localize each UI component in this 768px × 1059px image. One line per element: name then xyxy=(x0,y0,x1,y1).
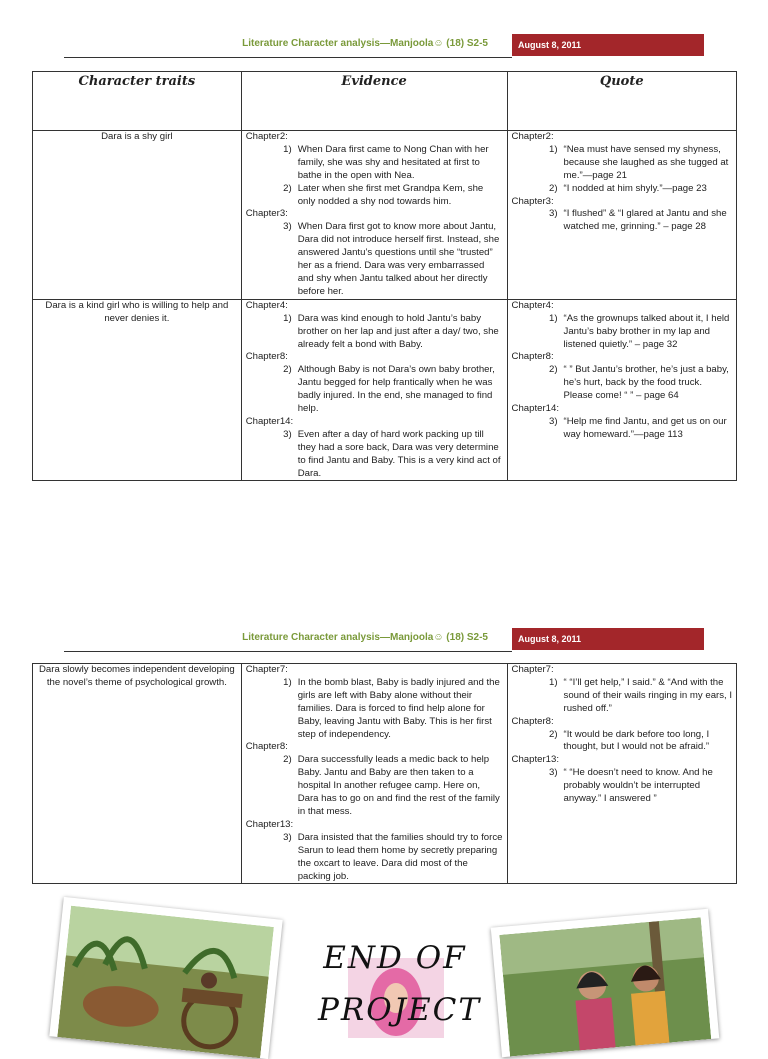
list-item xyxy=(246,183,503,209)
item-text: “I flushed” & “I glared at Jantu and she watched me, grinning.” – page 28 xyxy=(563,208,727,233)
quote-cell xyxy=(507,299,736,481)
item-text: Although Baby is not Dara’s own baby brother, Jantu begged for help frantically when he was badly injured. In the end, she managed to find help. xyxy=(297,364,495,415)
character-analysis-table xyxy=(32,71,737,481)
list-item xyxy=(512,208,732,234)
item-number: 1) xyxy=(548,143,558,155)
list-item xyxy=(512,313,732,352)
list-item xyxy=(246,364,503,416)
end-of-project-graphic xyxy=(318,940,482,1030)
header-character-traits: Character traits xyxy=(33,72,242,131)
list-item xyxy=(512,767,732,806)
list-item xyxy=(246,144,503,183)
chapter-label: Chapter3: xyxy=(245,208,288,220)
item-number: 1) xyxy=(283,312,292,324)
quote-cell xyxy=(507,664,736,884)
item-number: 2) xyxy=(283,754,292,766)
trait-cell: Dara is a kind girl who is willing to help and never denies it. xyxy=(33,299,242,481)
item-number: 2) xyxy=(283,182,292,194)
item-number: 1) xyxy=(283,143,292,155)
item-text: “Nea must have sensed my shyness, because she laughed as she tugged at me.”—page 21 xyxy=(563,143,729,181)
list-item xyxy=(246,677,503,742)
item-text: “It would be dark before too long, I thought, but I would not be afraid.” xyxy=(563,728,710,753)
trait-cell: Dara slowly becomes independent developing the novel’s theme of psychological growth. xyxy=(33,664,242,884)
document-title: Literature Character analysis—Manjoola☺ (18) S2-5 xyxy=(242,38,488,49)
list-item xyxy=(246,754,503,819)
item-number: 1) xyxy=(548,312,558,324)
evidence-cell xyxy=(241,131,507,300)
item-text: Later when she first met Grandpa Kem, she only nodded a shy nod towards him. xyxy=(297,182,484,207)
page-header-2 xyxy=(64,628,704,652)
item-text: When Dara first got to know more about Jantu, Dara did not introduce herself first. Instead, she answered Jantu’s questions until she “trusted” her as a friend. Dara was very embarrassed and shy when Jantu talked about her directly before her. xyxy=(297,221,500,297)
evidence-cell xyxy=(241,299,507,481)
header-rule xyxy=(64,651,512,652)
list-item xyxy=(246,221,503,298)
quote-cell xyxy=(507,131,736,300)
item-text: When Dara first came to Nong Chan with her family, she was shy and hesitated at first to bathe in the open with Nea. xyxy=(297,143,489,181)
oxcart-image xyxy=(57,906,274,1059)
project-text: PROJECT xyxy=(318,992,482,1028)
chapter-label: Chapter8: xyxy=(245,351,288,363)
chapter-label: Chapter8: xyxy=(245,741,288,753)
item-text: “As the grownups talked about it, I held Jantu’s baby brother in my lap and listened quietly.” – page 32 xyxy=(563,312,730,350)
list-item xyxy=(512,364,732,403)
item-number: 3) xyxy=(283,428,292,440)
item-text: “ “He doesn’t need to know. And he probably wouldn’t be interrupted anyway.” I answered ” xyxy=(563,767,713,805)
item-number: 3) xyxy=(548,208,558,220)
chapter-label: Chapter2: xyxy=(245,131,288,142)
chapter-label: Chapter2: xyxy=(511,131,554,142)
list-item xyxy=(512,729,732,755)
girls-image xyxy=(499,917,711,1056)
photo-girls xyxy=(491,909,720,1058)
item-number: 1) xyxy=(548,676,558,688)
item-number: 3) xyxy=(283,831,292,843)
item-text: Dara successfully leads a medic back to help Baby. Jantu and Baby are then taken to a hospital In another refugee camp. Here on, Dara has to go on and find the rest of the family in that mess. xyxy=(297,754,500,817)
document-title: Literature Character analysis—Manjoola☺ (18) S2-5 xyxy=(242,632,488,643)
item-text: “Help me find Jantu, and get us on our way homeward.”—page 113 xyxy=(563,415,727,440)
item-number: 3) xyxy=(548,767,558,779)
item-number: 2) xyxy=(283,364,292,376)
end-of-text: END OF xyxy=(323,940,467,976)
chapter-label: Chapter4: xyxy=(245,299,288,311)
header-evidence: Evidence xyxy=(241,72,507,131)
table-row xyxy=(33,131,737,300)
chapter-label: Chapter14: xyxy=(245,415,294,427)
item-text: Dara insisted that the families should try to force Sarun to lead them home by secretly preparing the oxcart to leave. Dara did most of the packing job. xyxy=(297,831,503,882)
character-analysis-table-continued xyxy=(32,663,737,884)
chapter-label: Chapter3: xyxy=(511,195,554,207)
chapter-label: Chapter7: xyxy=(245,664,288,675)
table-header-row xyxy=(33,72,737,131)
item-number: 2) xyxy=(548,364,558,376)
table-row xyxy=(33,299,737,481)
evidence-cell xyxy=(241,664,507,884)
date-badge: August 8, 2011 xyxy=(512,34,704,56)
chapter-label: Chapter4: xyxy=(511,299,554,311)
item-number: 1) xyxy=(283,676,292,688)
table-row xyxy=(33,664,737,884)
item-number: 3) xyxy=(283,221,292,233)
item-text: “ “I’ll get help,” I said.” & “And with the sound of their wails ringing in my ears, I rushed off.” xyxy=(563,676,733,714)
chapter-label: Chapter14: xyxy=(511,403,559,415)
item-text: “I nodded at him shyly.”—page 23 xyxy=(563,182,707,194)
list-item xyxy=(512,183,732,196)
date-badge: August 8, 2011 xyxy=(512,628,704,650)
list-item xyxy=(512,677,732,716)
item-number: 3) xyxy=(548,415,558,427)
chapter-label: Chapter7: xyxy=(511,664,554,675)
list-item xyxy=(246,313,503,352)
item-number: 2) xyxy=(548,182,558,194)
item-text: In the bomb blast, Baby is badly injured and the girls are left with Baby alone without their families. Dara is forced to find help alone for Baby, leaving Jantu with Baby. This is her first step of independency. xyxy=(297,676,500,740)
chapter-label: Chapter8: xyxy=(511,351,554,363)
chapter-label: Chapter13: xyxy=(511,754,559,766)
header-quote: Quote xyxy=(507,72,736,131)
trait-cell: Dara is a shy girl xyxy=(33,131,242,300)
photo-oxcart xyxy=(49,897,282,1059)
chapter-label: Chapter13: xyxy=(245,818,294,830)
item-number: 2) xyxy=(548,728,558,740)
item-text: “ ” But Jantu’s brother, he’s just a baby, he’s hurt, back by the food truck. Please come! “ ” – page 64 xyxy=(563,364,729,402)
item-text: Even after a day of hard work packing up till they had a sore back, Dara was very determine to find Jantu and Baby. This is a very kind act of Dara. xyxy=(297,428,501,479)
list-item xyxy=(246,429,503,481)
list-item xyxy=(512,144,732,183)
header-rule xyxy=(64,57,512,58)
page-header-1 xyxy=(64,34,704,58)
list-item xyxy=(512,416,732,442)
item-text: Dara was kind enough to hold Jantu’s baby brother on her lap and just after a day/ two, she already felt a bond with Baby. xyxy=(297,312,499,350)
list-item xyxy=(246,832,503,884)
chapter-label: Chapter8: xyxy=(511,715,554,727)
